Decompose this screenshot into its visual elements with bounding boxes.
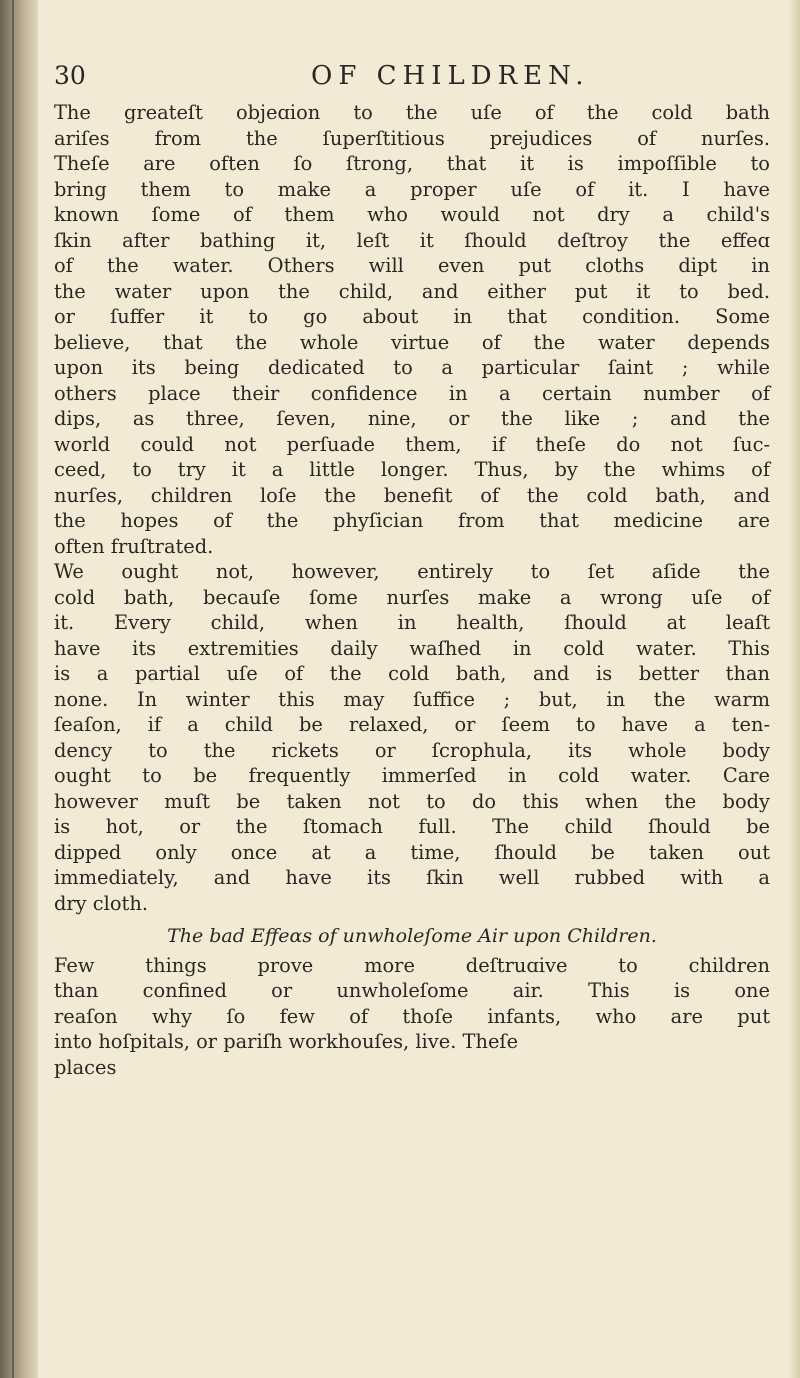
text-line: believe, that the whole virtue of the water depends <box>54 330 770 354</box>
catchword: places <box>54 1055 117 1079</box>
binding-shadow-line <box>12 0 14 1378</box>
text-line: none. In winter this may ſuffice ; but, in the warm <box>54 687 770 711</box>
text-line: dipped only once at a time, ſhould be taken out <box>54 840 770 864</box>
text-line: than confined or unwholeſome air. This is one <box>54 979 770 1002</box>
text-line: dry cloth. <box>54 891 148 915</box>
paragraph-cold-bath-use <box>54 559 770 916</box>
text-line: dips, as three, ſeven, nine, or the like ; and the <box>54 407 770 430</box>
text-line: however muſt be taken not to do this when the body <box>54 789 770 813</box>
section-heading: The bad Effeɑs of unwholeſome Air upon Children. <box>167 925 657 947</box>
text-line: the water upon the child, and either put it to bed. <box>54 279 770 303</box>
book-page <box>54 60 770 1080</box>
text-line: dency to the rickets or ſcrophula, its whole body <box>54 738 770 762</box>
text-line: is a partial uſe of the cold bath, and is better than <box>54 662 770 685</box>
running-head <box>54 60 770 100</box>
text-line: often fruſtrated. <box>54 534 214 558</box>
text-line: the hopes of the phyſician from that medicine are <box>54 509 770 532</box>
text-line: into hoſpitals, or pariſh workhouſes, live. Theſe <box>54 1030 519 1053</box>
text-line: Theſe are often ſo ſtrong, that it is impoſſible to <box>54 152 770 175</box>
text-line: The greateſt objeɑion to the uſe of the cold bath <box>54 101 770 124</box>
text-line: cold bath, becauſe ſome nurſes make a wrong uſe of <box>54 585 770 609</box>
page-number: 30 <box>54 61 86 90</box>
paragraph-unwholesome-air <box>54 953 770 1055</box>
text-line: Few things prove more deſtruɑive to children <box>54 953 770 977</box>
text-line: reaſon why ſo few of thoſe infants, who are put <box>54 1004 770 1028</box>
paragraph-cold-bath-objection <box>54 100 770 559</box>
text-line: is hot, or the ſtomach full. The child ſhould be <box>54 815 770 838</box>
text-line: known ſome of them who would not dry a child's <box>54 203 770 226</box>
binding-gutter <box>0 0 38 1378</box>
text-line: others place their confidence in a certain number of <box>54 381 770 405</box>
text-line: have its extremities daily waſhed in cold water. This <box>54 636 770 660</box>
text-line: ariſes from the ſuperſtitious prejudices of nurſes. <box>54 126 770 150</box>
text-line: nurſes, children loſe the benefit of the cold bath, and <box>54 483 770 507</box>
text-line: of the water. Others will even put cloths dipt in <box>54 254 770 277</box>
text-line: world could not perſuade them, if theſe do not ſuc- <box>54 432 770 456</box>
text-line: it. Every child, when in health, ſhould at leaſt <box>54 611 770 634</box>
text-line: bring them to make a proper uſe of it. I have <box>54 177 770 201</box>
text-line: ceed, to try it a little longer. Thus, by the whims of <box>54 458 770 481</box>
text-line: ought to be frequently immerſed in cold water. Care <box>54 764 770 787</box>
body-text <box>54 100 770 1080</box>
page-edge <box>790 0 800 1378</box>
text-line: ſkin after bathing it, leſt it ſhould deſtroy the effeɑ <box>54 228 770 252</box>
text-line: immediately, and have its ſkin well rubbed with a <box>54 866 770 889</box>
text-line: ſeaſon, if a child be relaxed, or ſeem to have a ten- <box>54 713 770 736</box>
text-line: or ſuffer it to go about in that condition. Some <box>54 305 770 328</box>
running-title: OF CHILDREN. <box>311 61 590 91</box>
text-line: upon its being dedicated to a particular ſaint ; while <box>54 356 770 379</box>
text-line: We ought not, however, entirely to ſet aſide the <box>54 560 770 583</box>
